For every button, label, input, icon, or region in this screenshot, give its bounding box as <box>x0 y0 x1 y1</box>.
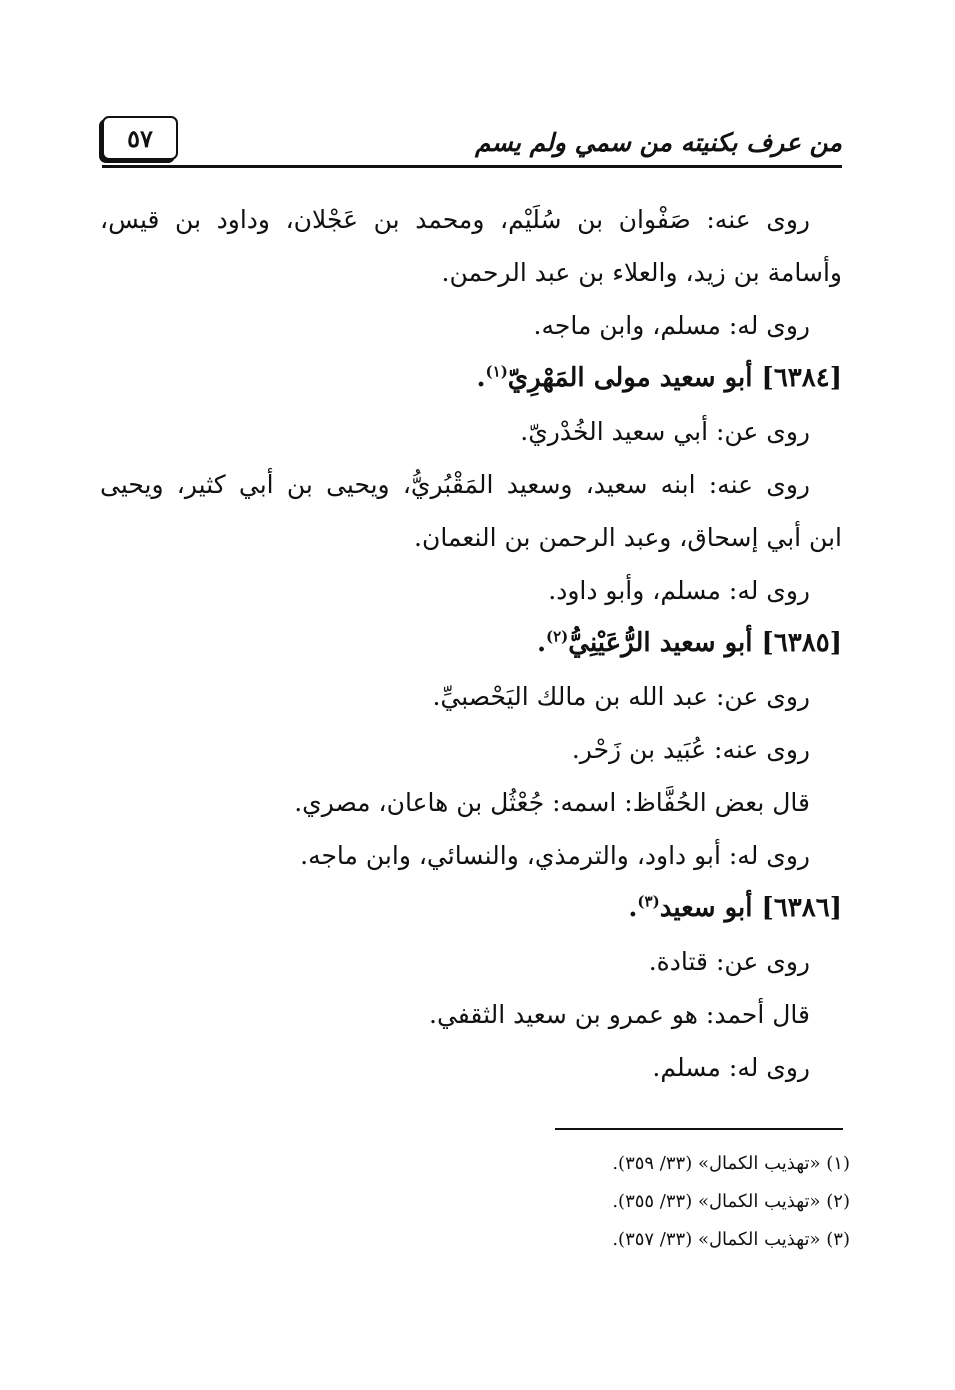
heading-period: . <box>536 628 546 658</box>
page-number: ٥٧ <box>102 116 178 160</box>
text-line: روى له: أبو داود، والترمذي، والنسائي، وابن ماجه. <box>300 841 810 870</box>
text-line: روى له: مسلم. <box>652 1053 810 1082</box>
chapter-title: من عرف بكنيته من سمي ولم يسم <box>475 128 842 157</box>
main-text <box>100 193 842 1094</box>
text-line: روى عن: عبد الله بن مالك اليَحْصبيِّ. <box>432 682 810 711</box>
footnote-ref: (٣) <box>637 892 660 911</box>
text-line: روى عنه: ابنه سعيد، وسعيد المَقْبُريُّ، ويحيى بن أبي كثير، ويحيى <box>100 470 810 499</box>
text-line: روى له: مسلم، وأبو داود. <box>548 576 810 605</box>
text-line: قال بعض الحُفَّاظ: اسمه: جُعْثُل بن هاعان، مصري. <box>294 788 810 817</box>
entry-heading-text: [٦٣٨٥] أبو سعيد الرُّعَيْنِيُّ <box>568 628 842 658</box>
running-header <box>102 120 842 168</box>
entry-heading-text: [٦٣٨٤] أبو سعيد مولى المَهْرِيّ <box>507 363 842 393</box>
text-line: روى عن: أبي سعيد الخُدْريّ. <box>520 417 810 446</box>
heading-period: . <box>476 363 486 393</box>
text-line: ابن أبي إسحاق، وعبد الرحمن بن النعمان. <box>414 523 842 552</box>
text-line: روى له: مسلم، وابن ماجه. <box>533 311 810 340</box>
entry-heading <box>100 352 842 405</box>
footnote-ref: (١) <box>485 362 508 381</box>
footnote-ref: (٢) <box>546 627 569 646</box>
entry-heading <box>100 617 842 670</box>
text-line: روى عنه: عُبَيد بن زَحْر. <box>571 735 810 764</box>
heading-period: . <box>628 893 638 923</box>
footnote: (٢) «تهذيب الكمال» (٣٣/ ٣٥٥). <box>612 1191 850 1212</box>
entry-heading-text: [٦٣٨٦] أبو سعيد <box>659 893 842 923</box>
text-line: روى عن: قتادة. <box>648 947 810 976</box>
footnote: (٣) «تهذيب الكمال» (٣٣/ ٣٥٧). <box>612 1229 850 1250</box>
text-line: وأسامة بن زيد، والعلاء بن عبد الرحمن. <box>441 258 842 287</box>
footnotes <box>450 1145 850 1259</box>
entry-heading <box>100 882 842 935</box>
text-line: روى عنه: صَفْوان بن سُلَيْم، ومحمد بن عَجْلان، وداود بن قيس، <box>100 205 810 234</box>
header-rule <box>102 165 842 168</box>
footnote-rule <box>555 1128 843 1130</box>
text-line: قال أحمد: هو عمرو بن سعيد الثقفي. <box>429 1000 810 1029</box>
footnote: (١) «تهذيب الكمال» (٣٣/ ٣٥٩). <box>612 1153 850 1174</box>
